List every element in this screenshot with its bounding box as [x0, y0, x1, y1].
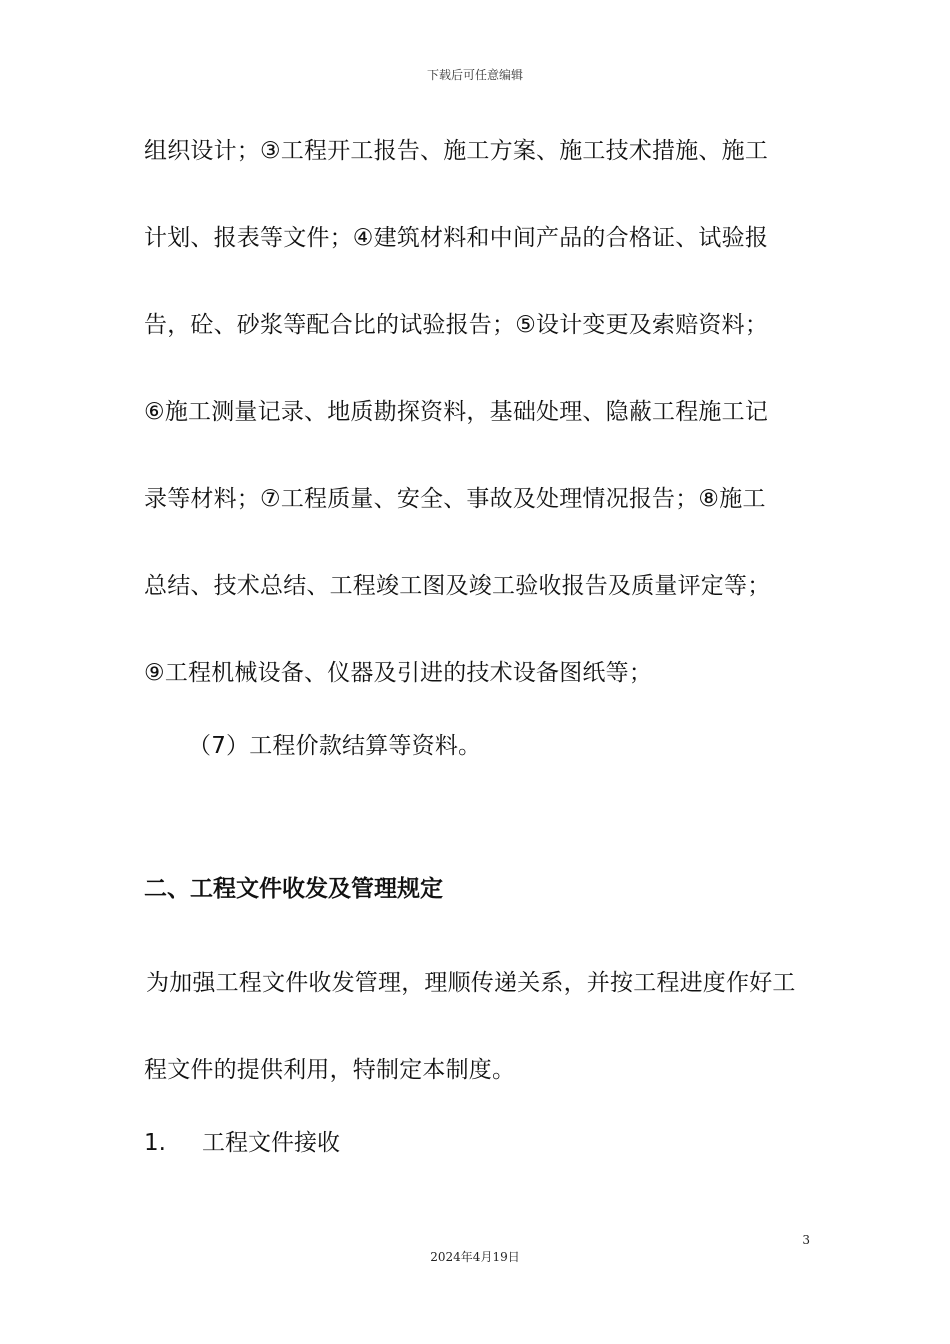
paragraph-line: ⑨工程机械设备、仪器及引进的技术设备图纸等； [144, 660, 653, 686]
paragraph-line: 计划、报表等文件；④建筑材料和中间产品的合格证、试验报 [144, 225, 769, 251]
page-date: 2024年4月19日 [430, 1250, 520, 1264]
list-item-number: 1. [144, 1130, 166, 1156]
item-7-text: （7）工程价款结算等资料。 [188, 733, 482, 759]
paragraph-line: 告，砼、砂浆等配合比的试验报告；⑤设计变更及索赔资料； [144, 312, 769, 338]
page-header-note: 下载后可任意编辑 [426, 68, 523, 82]
section-intro-line: 为加强工程文件收发管理，理顺传递关系，并按工程进度作好工 [146, 970, 796, 996]
paragraph-line: 录等材料；⑦工程质量、安全、事故及处理情况报告；⑧施工 [144, 486, 766, 512]
list-item-text: 工程文件接收 [202, 1130, 340, 1156]
section-heading: 二、工程文件收发及管理规定 [144, 876, 443, 902]
paragraph-line: 组织设计；③工程开工报告、施工方案、施工技术措施、施工 [144, 138, 769, 164]
paragraph-line: 总结、技术总结、工程竣工图及竣工验收报告及质量评定等； [144, 573, 771, 599]
page-number: 3 [802, 1233, 810, 1247]
section-intro-line: 程文件的提供利用，特制定本制度。 [144, 1057, 516, 1083]
paragraph-line: ⑥施工测量记录、地质勘探资料，基础处理、隐蔽工程施工记 [144, 399, 769, 425]
